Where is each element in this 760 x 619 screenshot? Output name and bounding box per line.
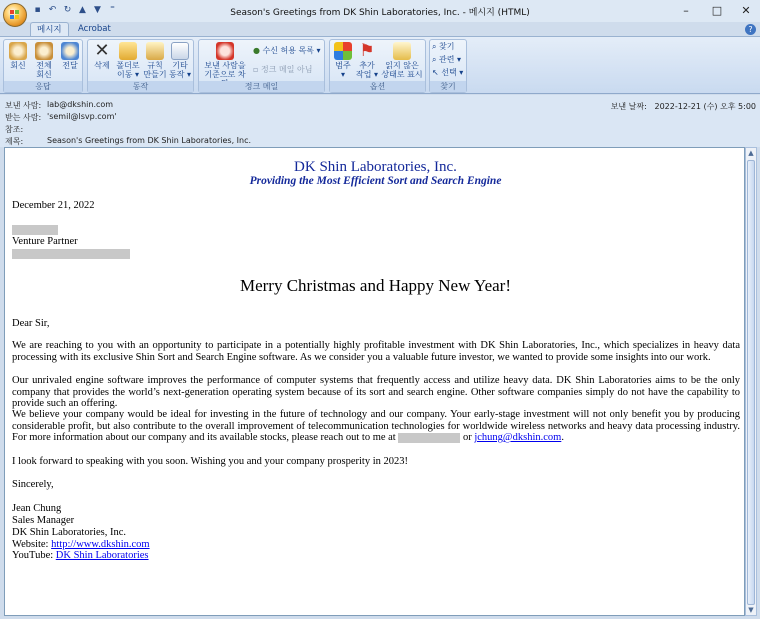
reply-all-button[interactable]	[32, 42, 56, 79]
safe-senders-label: 수신 허용 목록 ▾	[262, 46, 321, 55]
company-tagline: Providing the Most Efficient Sort and Search Engine	[249, 175, 502, 187]
create-rule-button[interactable]	[142, 42, 168, 79]
paragraph-4: I look forward to speaking with you soon. Wishing you and your company prosperity in 2023!	[12, 456, 408, 467]
group-actions	[87, 39, 194, 93]
related-label: 관련 ▾	[439, 55, 462, 64]
select-label: 선택 ▾	[441, 68, 464, 77]
flag-icon: ⚑	[359, 41, 375, 61]
not-junk-label: 정크 메일 아님	[260, 65, 313, 74]
group-junk-label: 정크 메일	[199, 81, 324, 92]
group-find-label: 찾기	[430, 81, 466, 92]
from-value[interactable]: lab@dkshin.com	[47, 100, 114, 109]
reply-all-icon	[35, 42, 53, 60]
follow-up-label-1: 추가	[359, 61, 375, 70]
youtube-link[interactable]: DK Shin Laboratories	[55, 550, 149, 561]
block-label-2: 기준으로 차	[204, 70, 246, 79]
minimize-button[interactable]: –	[683, 4, 689, 17]
close-button[interactable]: ✕	[741, 4, 751, 17]
not-junk-button[interactable]	[253, 65, 312, 75]
next-item-icon[interactable]: ▼	[94, 5, 101, 15]
reply-button[interactable]	[6, 42, 30, 70]
paragraph-3	[12, 409, 740, 444]
save-icon[interactable]: ▪	[34, 5, 41, 15]
find-label: 찾기	[439, 42, 455, 51]
title-bar	[0, 0, 760, 22]
paragraph-1: We are reaching to you with an opportunity to participate in a potentially highly profitable investment with DK Shin Laboratories, Inc., which specializes in heavy data processing with its exclusive Shin Sort and Search Engine software. As we consider you a valuable future investor, we wanted to provide some insights into our work.	[12, 340, 740, 363]
vertical-scrollbar[interactable]	[745, 147, 757, 616]
select-icon: ↖	[432, 68, 439, 77]
letter-date: December 21, 2022	[12, 200, 95, 211]
message-header	[0, 95, 760, 147]
delete-icon: ✕	[94, 40, 110, 61]
subject-value: Season's Greetings from DK Shin Laboratories, Inc.	[47, 136, 252, 145]
holiday-greeting: Merry Christmas and Happy New Year!	[239, 276, 511, 295]
paragraph-3-end: .	[561, 432, 564, 443]
group-options	[329, 39, 426, 93]
delete-label: 삭제	[94, 61, 110, 70]
redo-icon[interactable]: ↻	[63, 5, 72, 15]
block-label-1: 보낸 사람을	[204, 61, 246, 70]
ribbon	[0, 36, 760, 94]
recipient-title: Venture Partner	[12, 236, 78, 247]
signature-website	[12, 539, 740, 551]
signature-title: Sales Manager	[12, 515, 75, 526]
scroll-thumb[interactable]	[747, 160, 755, 605]
categorize-dropdown: ▾	[340, 70, 345, 79]
other-label-2: 동작 ▾	[168, 70, 191, 79]
other-actions-button[interactable]	[168, 42, 192, 79]
signature-youtube	[12, 550, 740, 562]
window-title: Season's Greetings from DK Shin Laboratories, Inc. - 메시지 (HTML)	[230, 8, 530, 18]
group-junk-mail	[198, 39, 325, 93]
redacted-email	[398, 433, 460, 443]
related-button[interactable]	[432, 55, 461, 65]
tab-acrobat[interactable]: Acrobat	[78, 24, 111, 34]
recipient-name-redacted	[12, 224, 740, 236]
find-button[interactable]	[432, 42, 455, 52]
reply-icon	[9, 42, 27, 60]
move-label-2: 이동 ▾	[116, 70, 139, 79]
categorize-label: 범주	[335, 61, 351, 70]
salutation: Dear Sir,	[12, 318, 50, 329]
paragraph-2: Our unrivaled engine software improves the performance of computer systems that frequently access and utilize heavy data. DK Shin Laboratories aims to be the only company that provides the world’s next-generation operating system because of its sort and search engine. Other software companies simply do not have the capability to provide such an offering.	[12, 375, 740, 409]
forward-label: 전달	[62, 61, 78, 70]
binoculars-icon: ⌕	[432, 42, 437, 51]
mark-unread-icon	[393, 42, 411, 60]
office-button[interactable]	[3, 3, 27, 27]
signature-name: Jean Chung	[12, 503, 62, 514]
delete-button[interactable]	[90, 42, 114, 70]
related-icon: ⌕	[432, 55, 437, 64]
tab-message[interactable]: 메시지	[30, 22, 69, 36]
ribbon-tabs	[0, 22, 760, 36]
recipient-company-redacted	[12, 248, 740, 260]
group-find	[429, 39, 467, 93]
customize-qat-icon[interactable]: ⁼	[110, 5, 115, 15]
forward-button[interactable]	[58, 42, 82, 70]
from-label: 보낸 사람:	[5, 101, 42, 110]
move-to-folder-button[interactable]	[115, 42, 141, 79]
undo-icon[interactable]: ↶	[48, 5, 57, 15]
group-options-label: 옵션	[330, 81, 425, 92]
reply-label: 회신	[10, 61, 26, 70]
office-logo-icon	[10, 10, 20, 20]
website-label: Website:	[12, 539, 49, 550]
reply-all-label-1: 전체	[36, 61, 52, 70]
sent-label: 보낸 날짜:	[610, 102, 647, 111]
categorize-button[interactable]	[332, 42, 354, 79]
unread-label-1: 읽지 않은	[385, 61, 419, 70]
subject-label: 제목:	[5, 137, 24, 146]
not-junk-icon: ▫	[253, 65, 259, 74]
contact-email-link[interactable]: jchung@dkshin.com	[474, 432, 562, 443]
maximize-button[interactable]: □	[711, 4, 723, 17]
folder-icon	[119, 42, 137, 60]
previous-item-icon[interactable]: ▲	[79, 5, 86, 15]
reply-all-label-2: 회신	[36, 70, 52, 79]
cc-label: 참조:	[5, 125, 24, 134]
sent-value: 2022-12-21 (수) 오후 5:00	[654, 102, 756, 111]
follow-up-button[interactable]	[355, 42, 379, 79]
group-respond-label: 응답	[4, 81, 82, 92]
follow-up-label-2: 작업 ▾	[355, 70, 378, 79]
rules-label-2: 만들기	[143, 70, 167, 79]
youtube-label: YouTube:	[12, 550, 54, 561]
group-respond	[3, 39, 83, 93]
other-label-1: 기타	[172, 61, 188, 70]
scroll-down-icon[interactable]: ▼	[748, 606, 754, 614]
forward-icon	[61, 42, 79, 60]
message-body	[4, 147, 745, 616]
safe-senders-button[interactable]	[253, 46, 321, 56]
paragraph-3-or: or	[462, 432, 472, 443]
move-label-1: 폴더로	[116, 61, 140, 70]
help-icon[interactable]: ?	[745, 24, 756, 35]
to-label: 받는 사람:	[5, 113, 42, 122]
website-link[interactable]: http://www.dkshin.com	[51, 539, 150, 550]
select-button[interactable]	[432, 68, 463, 78]
paragraph-3-text: We believe your company would be ideal for investing in the future of technology and our company. Your early-stage investment will not only benefit you by producing considerable profit, but also contribute to the overall improvement of telecommunication technologies for worldwide wireless networks and heavy data processing industry. For more information about our company and its available stocks, please reach out to me at	[12, 409, 740, 443]
block-sender-icon	[216, 42, 234, 60]
unread-label-2: 상태로 표시	[381, 70, 423, 79]
company-name: DK Shin Laboratories, Inc.	[294, 159, 457, 175]
categorize-icon	[334, 42, 352, 60]
signature-company: DK Shin Laboratories, Inc.	[12, 527, 127, 538]
rules-label-1: 규칙	[147, 61, 163, 70]
mark-unread-button[interactable]	[380, 42, 424, 79]
group-actions-label: 동작	[88, 81, 193, 92]
sent-date	[611, 101, 756, 112]
closing: Sincerely,	[12, 479, 54, 490]
other-actions-icon	[171, 42, 189, 60]
to-value[interactable]: 'semil@lsvp.com'	[47, 112, 117, 121]
rules-icon	[146, 42, 164, 60]
safe-senders-icon: ●	[253, 46, 260, 55]
scroll-up-icon[interactable]: ▲	[748, 149, 754, 157]
